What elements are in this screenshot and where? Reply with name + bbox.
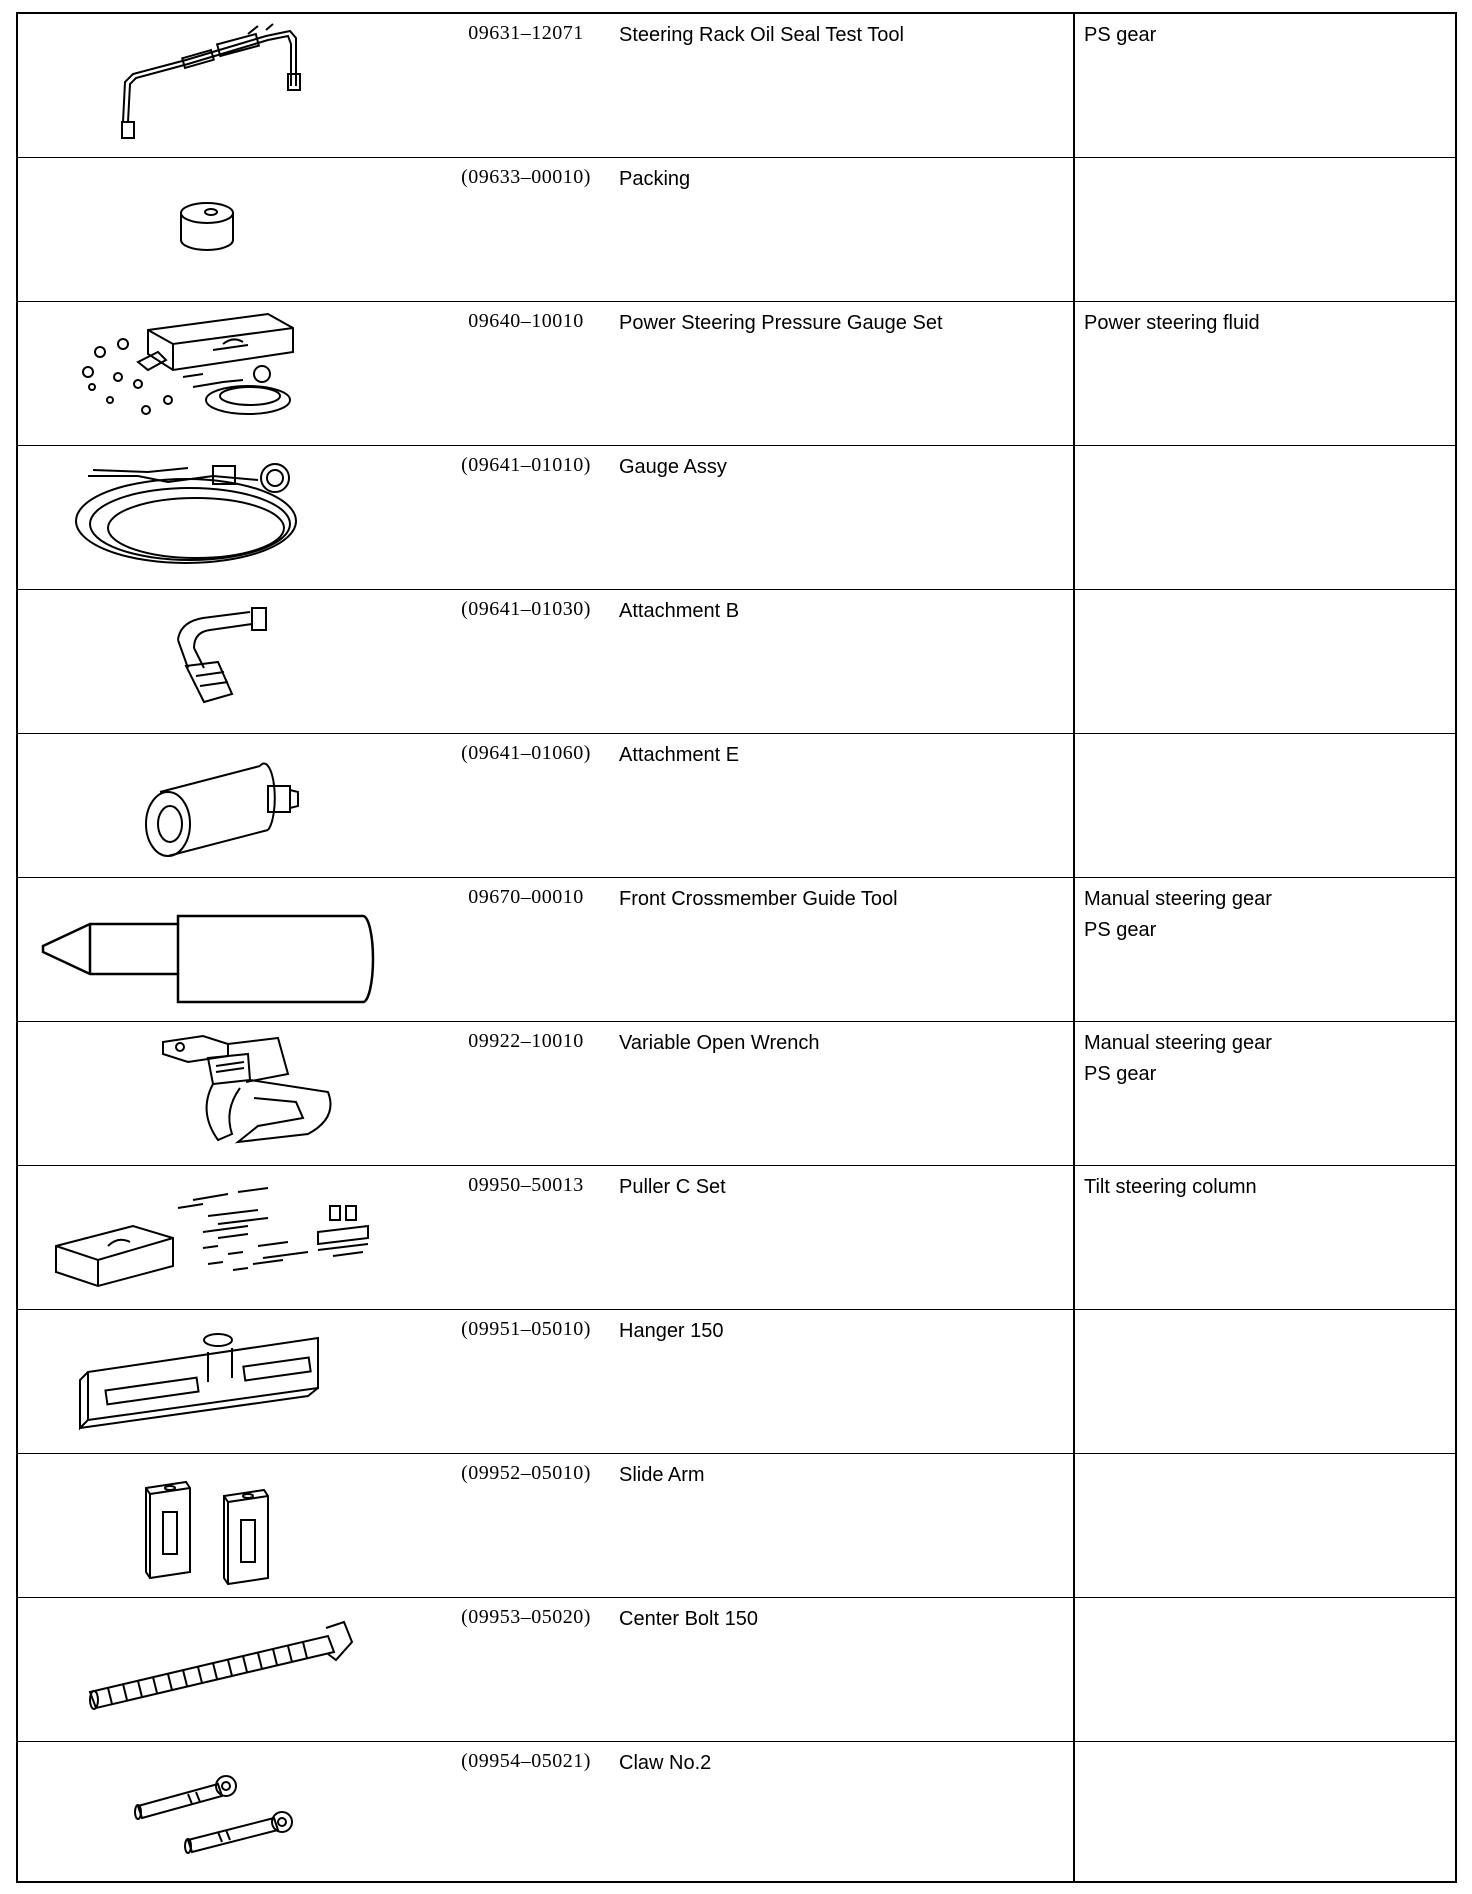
tool-name: Gauge Assy [619,456,727,478]
attachment-e-illustration [18,734,438,878]
part-number: (09952–05010) [461,1462,591,1484]
table-row [18,1022,1455,1166]
part-number: (09641–01030) [461,598,591,620]
open-wrench-illustration [18,1022,438,1166]
table-row [18,878,1455,1022]
tool-name: Puller C Set [619,1176,726,1198]
table-row [18,158,1455,302]
table-row [18,734,1455,878]
tool-name: Power Steering Pressure Gauge Set [619,312,943,334]
tool-usage [1084,1172,1444,1203]
tool-name: Front Crossmember Guide Tool [619,888,898,910]
usage-item: Manual steering gear [1084,888,1272,910]
part-number: (09633–00010) [461,166,591,188]
gauge-assy-illustration [18,446,438,590]
center-bolt-illustration [18,1598,438,1742]
usage-item: PS gear [1084,1063,1157,1085]
tool-usage [1084,1028,1444,1090]
tool-name: Attachment E [619,744,740,766]
table-row [18,302,1455,446]
usage-item: PS gear [1084,24,1157,46]
tool-name: Center Bolt 150 [619,1608,758,1630]
tool-name: Hanger 150 [619,1320,724,1342]
part-number: 09631–12071 [468,22,584,44]
column-divider [1073,14,1075,1881]
table-row [18,1598,1455,1742]
usage-item: Manual steering gear [1084,1032,1272,1054]
tool-name: Attachment B [619,600,740,622]
tool-name: Slide Arm [619,1464,705,1486]
tool-name: Variable Open Wrench [619,1032,820,1054]
part-number: 09670–00010 [468,886,584,908]
guide-tool-illustration [18,878,438,1022]
usage-item: PS gear [1084,919,1157,941]
table-row [18,446,1455,590]
packing-illustration [18,158,438,302]
part-number: (09953–05020) [461,1606,591,1628]
tool-name: Claw No.2 [619,1752,712,1774]
puller-set-illustration [18,1166,438,1310]
table-row [18,14,1455,158]
attachment-b-illustration [18,590,438,734]
slide-arm-illustration [18,1454,438,1598]
part-number: (09641–01060) [461,742,591,764]
part-number: 09950–50013 [468,1174,584,1196]
part-number: 09640–10010 [468,310,584,332]
table-row [18,1454,1455,1598]
part-number: (09641–01010) [461,454,591,476]
tool-name: Packing [619,168,691,190]
gauge-set-illustration [18,302,438,446]
usage-item: Tilt steering column [1084,1176,1257,1198]
hanger-illustration [18,1310,438,1454]
table-row [18,1742,1455,1881]
part-number: 09922–10010 [468,1030,584,1052]
part-number: (09954–05021) [461,1750,591,1772]
test-tool-tube-illustration [18,14,438,158]
tool-usage [1084,308,1444,339]
special-service-tools-table [16,12,1457,1883]
tool-usage [1084,884,1444,946]
claw-illustration [18,1742,438,1886]
usage-item: Power steering fluid [1084,312,1260,334]
tool-name: Steering Rack Oil Seal Test Tool [619,24,904,46]
part-number: (09951–05010) [461,1318,591,1340]
tool-usage [1084,20,1444,51]
table-row [18,590,1455,734]
table-row [18,1166,1455,1310]
table-row [18,1310,1455,1454]
